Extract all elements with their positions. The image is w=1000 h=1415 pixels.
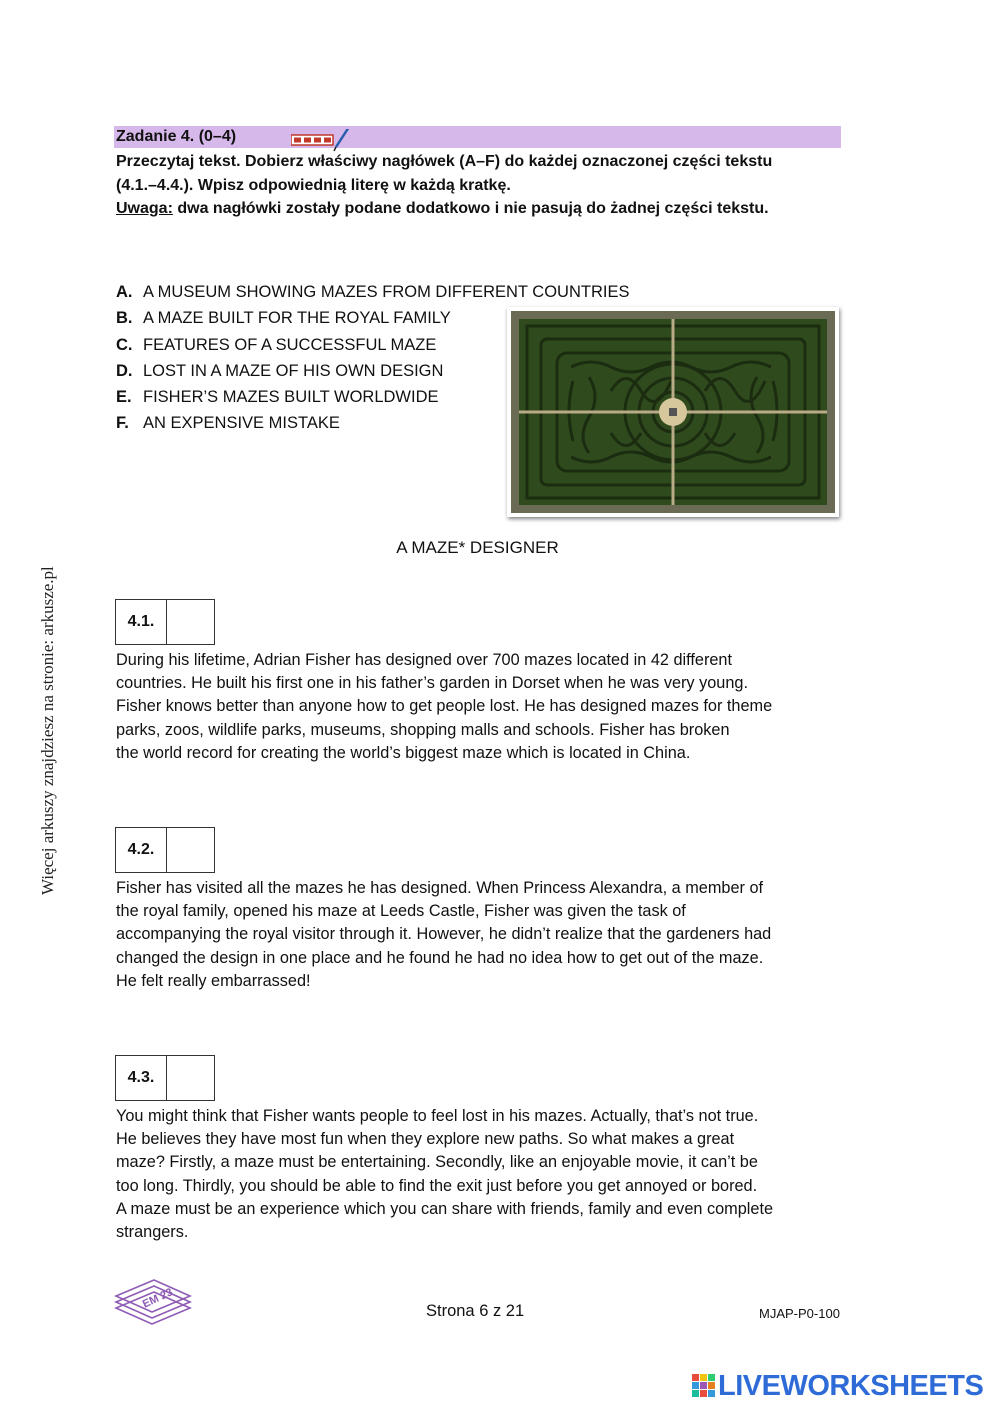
answer-input-4-1[interactable] [167, 600, 214, 644]
paragraph-4-2: Fisher has visited all the mazes he has designed. When Princess Alexandra, a member of the royal family, opened his maze at Leeds Castle, Fisher was given the task of accompanying the royal visitor through it. However, he didn’t realize that the gardeners had changed the design in one place and he found he had no idea how to get out of the maze. He felt really embarrassed! [116, 879, 772, 990]
side-note: Więcej arkuszy znajdziesz na stronie: arkusze.pl [38, 566, 57, 895]
heading-option-c: C. FEATURES OF A SUCCESSFUL MAZE [116, 335, 437, 354]
article-title: A MAZE* DESIGNER [396, 538, 559, 557]
paragraph-4-1: During his lifetime, Adrian Fisher has designed over 700 mazes located in 42 different countries. He built his first one in his father’s garden in Dorset when he was very young. Fisher knows better than anyone how to get people lost. He has designed mazes for theme parks, zoos, wildlife parks, museums, shopping malls and schools. Fisher has broken the world record for creating the world’s biggest maze which is located in China. [116, 651, 773, 762]
instruction-line-1: Przeczytaj tekst. Dobierz właściwy nagłówek (A–F) do każdej oznaczonej części tekstu [116, 153, 773, 170]
task-title: Zadanie 4. (0–4) [116, 128, 237, 145]
task-header [114, 126, 841, 148]
instruction-note [116, 197, 856, 221]
answer-box-number: 4.2. [116, 828, 167, 872]
note-label: Uwaga: [116, 200, 173, 217]
exam-code: MJAP-P0-100 [759, 1306, 840, 1321]
answer-box-number: 4.3. [116, 1056, 167, 1100]
liveworksheets-brand[interactable] [692, 1370, 984, 1403]
answer-input-4-2[interactable] [167, 828, 214, 872]
answer-box-4-1 [115, 599, 215, 645]
note-text: dwa nagłówki zostały podane dodatkowo i nie pasują do żadnej części tekstu. [172, 200, 769, 217]
task-instructions [116, 150, 856, 221]
heading-option-f: F. AN EXPENSIVE MISTAKE [116, 414, 340, 433]
liveworksheets-wordmark: LIVEWORKSHEETS [718, 1370, 984, 1402]
answer-box-4-3 [115, 1055, 215, 1101]
heading-option-d: D. LOST IN A MAZE OF HIS OWN DESIGN [116, 361, 444, 380]
heading-option-a: A. A MUSEUM SHOWING MAZES FROM DIFFERENT COUNTRIES [116, 283, 630, 301]
answer-box-number: 4.1. [116, 600, 167, 644]
instruction-line-2: (4.1.–4.4.). Wpisz odpowiednią literę w każdą kratkę. [116, 176, 511, 194]
liveworksheets-logo-icon [692, 1385, 716, 1402]
logo-text: EM 23 [140, 1286, 175, 1311]
heading-option-e: E. FISHER’S MAZES BUILT WORLDWIDE [116, 388, 439, 407]
paragraph-4-3: You might think that Fisher wants people to feel lost in his mazes. Actually, that’s not true. He believes they have most fun when they explore new paths. So what makes a great maze? Firstly, a maze must be entertaining. Secondly, like an enjoyable movie, it can’t be too long. Thirdly, you should be able to find the exit just before you get annoyed or bored. A maze must be an experience which you can share with friends, family and even complete strangers. [116, 1107, 774, 1242]
heading-option-b: B. A MAZE BUILT FOR THE ROYAL FAMILY [116, 309, 451, 328]
page-number: Strona 6 z 21 [426, 1302, 525, 1320]
answer-input-4-3[interactable] [167, 1056, 214, 1100]
cke-logo-icon [112, 1274, 194, 1337]
maze-photo [507, 307, 839, 517]
answer-box-4-2 [115, 827, 215, 873]
